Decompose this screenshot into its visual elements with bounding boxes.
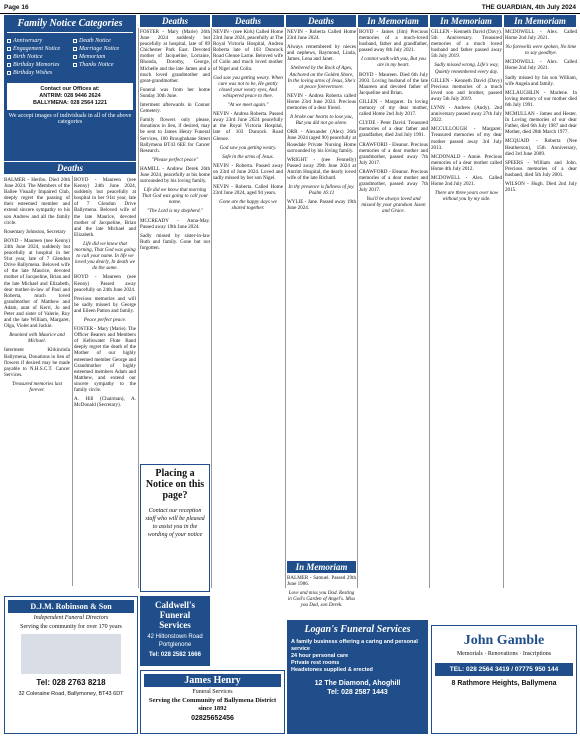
verse: "Please perfect peace" xyxy=(151,156,199,163)
column-rule xyxy=(503,28,504,588)
notice: MCCREADY - Anna-May. Passed away 19th June 2024. xyxy=(140,217,210,230)
checkbox-icon xyxy=(73,63,77,67)
notice: GILLEN - Margaret. In loving memory of my dear mother, called Home 2nd July 2017. xyxy=(359,98,428,118)
notice: FOSTER - Mary (Marie) 26th June 2024 suddenly but peacefully at hospital, late of 89 Chichester Park East. Devoted mother of Jacqueline, Lorraine, Rhonda, Dorothy, George, Michelle and the late James and a much loved grandmother and great-grandmother. xyxy=(140,29,210,84)
henry-ad xyxy=(140,670,285,734)
notice: MCDONALD - Annie. Precious memories of a dear mother called Home 4th July 2012. xyxy=(431,153,502,172)
henry-serving: Serving the Community of Ballymena District since 1892 xyxy=(148,697,277,712)
memoriam-heading-4: In Memoriam xyxy=(287,561,356,573)
verse: There are three years over now without you by my side. xyxy=(434,190,499,203)
notice: HAMILL - Andrew Derek 26th June 2024, peacefully at his home surrounded by his loving family. xyxy=(140,165,210,185)
logan-ad xyxy=(287,620,428,734)
verse: Reunited with Maurice and Michael. xyxy=(9,332,65,345)
notice: MCQUAID - Roberta (Nee Heatherson), 15th Anniversary, died 3rd June 2009. xyxy=(505,138,577,157)
notice: SPEERS - William and John. Precious memories of a dear husband, died 5th July 2001. xyxy=(505,159,577,178)
verse: No farewells were spoken, No time to say goodbye. xyxy=(505,44,577,57)
verse: It broke our hearts to lose you, But you did not go alone. xyxy=(290,114,353,127)
checkbox-icon xyxy=(73,47,77,51)
notices-title: Family Notice Categories xyxy=(7,18,133,33)
column-rule xyxy=(285,28,286,588)
verse: God saw you getting weary. xyxy=(219,144,277,151)
caldwell-phone: Tel: 028 2582 1666 xyxy=(149,652,201,658)
notice: BOYD - Maureen (nee Kenny) 24th June 2024, suddenly but peacefully at hospital in her 91st year, late of 7 Glendun Drive Ballymena. Beloved wife of the late Maurice, devoted mother of Jacqueline, Brian and the late Michael and Elizabeth, dear mother-in-law of Paul and Roberta, much loved grandmother of Matthew and Adam, aunt of Kerri, Jo and Peter and sister of Valerie, Roy and the late William, Margaret, Olga, Violet and Jackie. xyxy=(4,237,70,330)
category-item: Birthday Memories xyxy=(7,61,67,69)
notice: Sadly missed by his son William, wife Angela and family. xyxy=(505,74,577,87)
caldwell-address: 42 Hiltonstown Road Portglenone xyxy=(147,634,203,648)
column-5-memoriam xyxy=(287,575,356,615)
notice: Funeral was from her home Sunday 30th June. xyxy=(140,86,210,99)
notice: MCCULLOUGH - Margaret. Treasured memories of my dear mother passed away 3rd July 2013. xyxy=(431,126,502,151)
notice: A. Hill (Chairman), A. McDonald (Secretary). xyxy=(74,396,136,409)
placing-notice-ad xyxy=(140,464,210,592)
category-item: Memoriam xyxy=(73,53,133,61)
deaths-heading-4: Deaths xyxy=(286,15,356,27)
henry-name: James Henry xyxy=(144,674,281,687)
column-rule xyxy=(357,28,358,588)
verse: "The Lord is my shepherd." xyxy=(147,208,203,215)
column-rule xyxy=(138,28,139,588)
gamble-sub: Memorials · Renovations · Inscriptions xyxy=(456,651,552,657)
checkbox-icon xyxy=(7,71,11,75)
verse: I cannot walk with you, But you are in my heart. xyxy=(361,56,426,69)
verse: Life did we know that morning That God was going to call your name. xyxy=(141,187,209,206)
column-5 xyxy=(287,29,356,559)
henry-phone: 02825652456 xyxy=(191,715,234,722)
verse: Peace perfect peace. xyxy=(83,316,127,323)
checkbox-icon xyxy=(7,55,11,59)
henry-sub: Funeral Services xyxy=(192,689,233,695)
verse: Love and miss you Dad. Resting in God's Garden of Angel's. Miss you Dad, son Derek. xyxy=(287,590,356,609)
robinson-serving: Serving the community for over 170 years xyxy=(20,624,122,630)
verse: God saw you getting weary. When cure was not to be, He gently closed your weary eyes, And whispered peace to thee. xyxy=(213,74,283,99)
notice: WILSON - Hugh. Died 2nd July 2015. xyxy=(505,180,577,194)
gamble-name: John Gamble xyxy=(463,633,545,648)
notice: ORR - Alexander (Alex) 26th June 2024 (aged 90) peacefully at Rosedale Private Nursing Home surrounded by his loving family. xyxy=(287,129,356,154)
accept-note: We accept images of individuals in all of the above categories xyxy=(8,113,132,125)
category-list xyxy=(7,37,133,77)
notice: MCLAUGHLIN - Marlene. In loving memory of our mother died 6th July 1991. xyxy=(505,89,577,108)
deaths-heading-3: Deaths xyxy=(212,15,284,27)
building-photo xyxy=(21,634,121,674)
verse: Gone are the happy days we shared together. xyxy=(219,199,277,212)
checkbox-icon xyxy=(73,55,77,59)
logan-phone: Tel: 028 2587 1443 xyxy=(327,689,388,696)
category-item: Anniversary xyxy=(7,37,67,45)
gamble-address: 8 Rathmore Heights, Ballymena xyxy=(451,680,557,687)
robinson-name: D.J.M. Robinson & Son xyxy=(8,600,134,613)
notice: GILLEN - Kenneth David (Davy). 5th Anniversary. Treasured memories of a much loved husband and father passed away 5th July 2019. xyxy=(431,29,502,60)
column-rule xyxy=(72,176,73,586)
memoriam-heading-3: In Memoriam xyxy=(504,15,576,27)
ballymena-phone: BALLYMENA: 028 2564 1221 xyxy=(32,100,108,106)
column-3 xyxy=(140,29,210,459)
logan-services: A family business offering a caring and personal service 24 hour personal care Private rest rooms Headstones supplied & erected xyxy=(291,639,418,673)
notice: Sadly missed by sister-in-law Ruth and family. Gone but not forgotten. xyxy=(140,232,210,251)
column-6 xyxy=(359,29,428,619)
contact-box xyxy=(7,83,133,110)
notice: Rosemary Johnston, Secretary xyxy=(4,228,66,235)
gamble-ad xyxy=(431,625,577,734)
notice: Always remembered by nieces and nephews, Raymond, Linda, James, Lena and Janet. xyxy=(287,44,356,63)
logan-address: 12 The Diamond, Ahoghill xyxy=(314,680,401,687)
deaths-heading-1: Deaths xyxy=(4,162,136,174)
notice: LYNN - Andrew (Andy). 2nd anniversary passed away 27th July 2022. xyxy=(431,105,502,124)
notice: NEVIN - Roberta Called Home 23rd June 2024. xyxy=(287,29,356,42)
caldwell-name: Caldwell's Funeral Services xyxy=(154,600,195,630)
checkbox-icon xyxy=(7,39,11,43)
placing-title: Placing a Notice on this page? xyxy=(145,468,205,501)
verse: You'll be always loved and missed by your grandson Jason and Grace. xyxy=(361,196,426,215)
robinson-address: 32 Coleraine Road, Ballymoney, BT43 6DT xyxy=(18,691,124,697)
notice: Precious memories and will be sadly missed by George and Eileen Patton and family. xyxy=(74,295,136,314)
family-notices-box xyxy=(4,15,136,161)
page-number: Page 16 xyxy=(4,4,29,11)
paper-date: THE GUARDIAN, 4th July 2024 xyxy=(481,4,576,11)
notice: FOSTER - Mary (Marie). The Officer Bearers and Members of Kellswater Flute Band deeply regret the death of the Mother of our highly esteemed member George and Grandmother of highly esteemed members Adam and Matthew, and extend our sincere sympathy to the family circle. xyxy=(74,326,136,393)
notice: CRAWFORD - Eleanor. Precious memories of a dear mother and grandmother, passed away 7th July 2017. xyxy=(359,168,428,194)
page-header xyxy=(0,0,580,14)
notice: MCDOWELL - Alex. Called Home 2nd July 2021. xyxy=(431,174,502,188)
placing-body: Contact our reception staff who will be pleased to assist you in the wording of your notice xyxy=(145,508,205,538)
checkbox-icon xyxy=(7,63,11,67)
notice: NEVIN - (nee Kirk) Called Home 23rd June 2024, peacefully at The Royal Victoria Hospital, Andrea Roberta late of 103 Dunrock Road Glenoe Larne. Beloved wife of Colin and much loved mother of Nigel and Colin. xyxy=(213,29,283,72)
verse: Treasured memories last forever. xyxy=(12,380,62,393)
gamble-phone: TEL: 028 2564 3419 / 07775 950 144 xyxy=(435,663,573,676)
verse: Safe in the arms of Jesus. xyxy=(222,153,274,160)
notice: BALMER - Samuel. Passed 29th June 1986. xyxy=(287,575,356,588)
memoriam-heading-1: In Memoriam xyxy=(358,15,428,27)
verse: In thy presence is fullness of joy. Psalm 16:11 xyxy=(288,184,355,197)
robinson-phone: Tel: 028 2763 8218 xyxy=(36,678,106,687)
notice: BALMER - Heribo. Died 20th June 2024. The Members of the Ballee Visually Impaired Club, deeply regret the passing of their esteemed member and extend sincere sympathy to his son Andrew and all the family circle. xyxy=(4,177,70,226)
notice: WYLIE - Jane. Passed away 19th June 2024. xyxy=(287,199,356,212)
notice: NEVIN - Andrea Roberta. Passed away 23rd June 2024 peacefully at the Royal Victoria Hospital, late of 103 Dunrock Road Glenoe. xyxy=(213,111,283,142)
notice: Interment afterwards in Connor Cemetery. xyxy=(140,102,210,115)
category-item: Engagement Notice xyxy=(7,45,67,53)
notice: Interment Kirkinriola Ballymena, Donations in lieu of flowers if desired may be made payable to N.H.S.C.T. Cancer Services. xyxy=(4,347,70,378)
notice: CRAWFORD - Eleanor. Precious memories of a dear mother and grandmother, passed away 7th July 2017. xyxy=(359,141,428,166)
column-rule xyxy=(429,28,430,588)
category-item: Marriage Notice xyxy=(73,45,133,53)
category-item: Thanks Notice xyxy=(73,61,133,69)
notice: BOYD - Maureen. Died 6th July 2003. Loving husband of the late Maureen and devoted father of Jacqueline and Brian. xyxy=(359,71,428,96)
antrim-phone: ANTRIM: 028 9446 2624 xyxy=(39,93,101,99)
notice: WRIGHT - (nee Fennelly) Passed away 29th June 2024 at Antrim Hospital, the dearly loved wife of the late Richard. xyxy=(287,156,356,181)
verse: "At we meet again." xyxy=(227,102,269,109)
column-rule xyxy=(211,28,212,588)
notice: NEVIN - Andrea Roberta called Home 23rd June 2024. Precious memories of a dear friend. xyxy=(287,92,356,112)
category-item: Birthday Wishes xyxy=(7,69,67,77)
notice: MCDOWELL - Alex. Called Home 2nd July 2021. xyxy=(505,59,577,72)
logan-name: Logan's Funeral Services xyxy=(304,624,411,635)
deaths-heading-2: Deaths xyxy=(140,15,210,27)
category-item: Death Notice xyxy=(73,37,133,45)
memoriam-heading-2: In Memoriam xyxy=(430,15,502,27)
column-1 xyxy=(4,177,70,587)
verse: Sheltered by the Rock of Ages, Anchored on the Golden Shore, In the loving arms of Jesus, She's at peace forevermore. xyxy=(287,65,356,90)
verse: Sadly missed wrong. Life's way, Quietly remembered every day. xyxy=(434,62,499,75)
column-7 xyxy=(431,29,502,619)
contact-title: Contact our Offices at: xyxy=(40,86,100,92)
notice: Family flowers only please, donations in lieu, if desired, may be sent to James Henry Funeral Services, 100 Broughshane Street Ballymena BT43 6EE for Cancer Research. xyxy=(140,117,210,154)
notice: NEVIN - Roberta. Passed away on 23rd of June 2024. Loved and sadly missed by her son Nigel. xyxy=(213,162,283,181)
notice: MCMULLAN - James and Hester. In Loving memories of our dear Father, died 6th July 1987 and dear Mother, died 28th March 1977. xyxy=(505,111,577,136)
robinson-sub: Independent Funeral Directors xyxy=(33,615,109,621)
checkbox-icon xyxy=(7,47,11,51)
column-8 xyxy=(505,29,577,619)
notice: MCDOWELL - Alex. Called Home 2nd July 2021. xyxy=(505,29,577,42)
notice: BOYD - Maureen (nee Kenny) 24th June 2024, suddenly but peacefully at hospital in her 91st year, late of 7 Glendun Drive Ballymena. Beloved wife of the late Maurice, devoted mother of Jacqueline, Brian and the late Michael and Elizabeth. xyxy=(74,177,136,238)
notice: BOYD - James (Jim) Precious memories of a much-loved husband, father and grandfather, passed away 6th July 2021. xyxy=(359,29,428,54)
caldwell-ad xyxy=(140,596,210,666)
column-2 xyxy=(74,177,136,587)
notice: BOYD - Maureen (nee Kenny) Passed away peacefully on 24th June 2024. xyxy=(74,274,136,293)
verse: Life did we know that morning, That God was going to call your name. In life we loved you dearly, In death we do the same. xyxy=(74,240,136,272)
column-4 xyxy=(213,29,283,589)
robinson-ad xyxy=(4,596,138,734)
notice: GILLEN - Kenneth David (Davy) Precious memories of a much loved son and brother, passed away 5th July 2019. xyxy=(431,77,502,102)
category-item: Birth Notice xyxy=(7,53,67,61)
notice: CLYDE - Peter David. Treasured memories of a dear father and grandfather, died 2nd July 1991. xyxy=(359,120,428,139)
checkbox-icon xyxy=(73,39,77,43)
notice: NEVIN - Roberta. Called Home 23rd June 2024, aged 94 years. xyxy=(213,184,283,197)
